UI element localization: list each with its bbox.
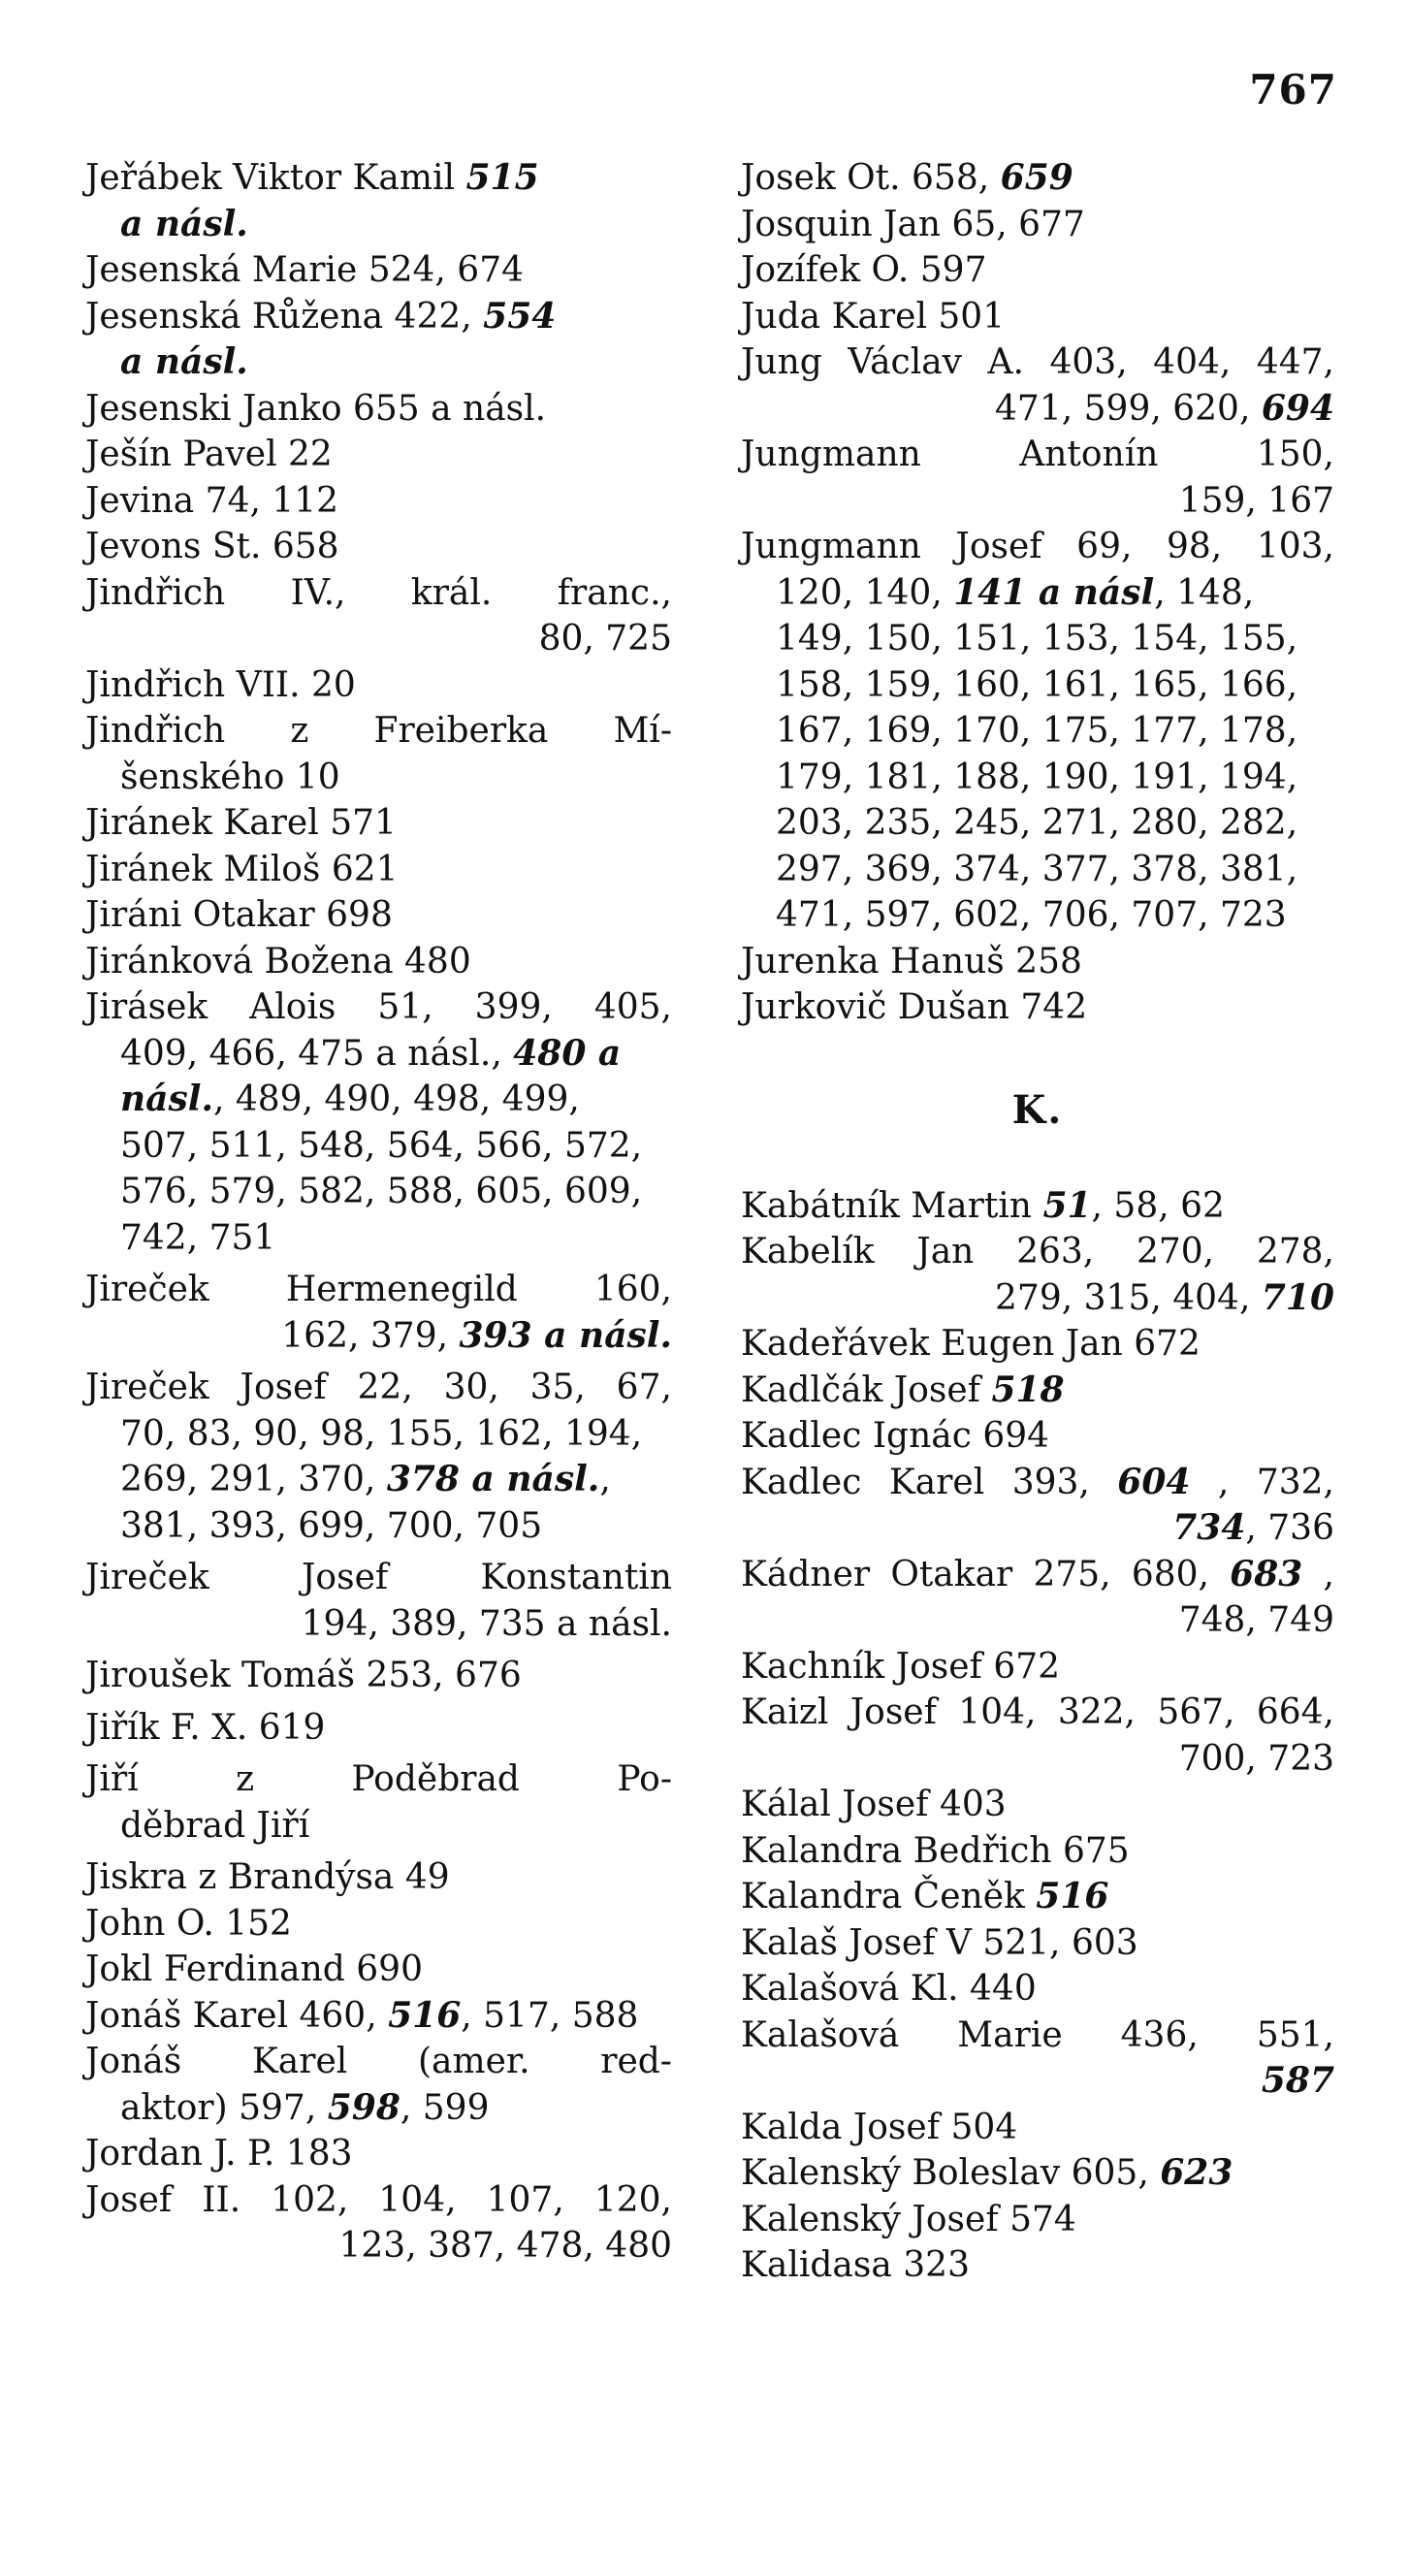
index-entry [85, 1555, 672, 1647]
index-line: Kádner Otakar 275, 680, 683 , [741, 1553, 1334, 1594]
index-line: 120, 140, 141 a násl, 148, [776, 571, 1255, 613]
index-entry [85, 1653, 672, 1699]
index-entry [85, 570, 672, 662]
index-entry [85, 800, 672, 847]
index-line: násl., 489, 490, 498, 499, [120, 1079, 580, 1119]
index-entry [741, 2012, 1334, 2105]
index-line: Kalenský Josef 574 [741, 2199, 1076, 2239]
index-line: Jiří z Poděbrad Po- [85, 1759, 672, 1799]
index-entry [85, 247, 672, 294]
index-line: 167, 169, 170, 175, 177, 178, [776, 711, 1298, 751]
index-entry [741, 1966, 1334, 2012]
index-entry [85, 892, 672, 939]
index-entry [741, 1460, 1334, 1552]
index-entry [85, 662, 672, 709]
index-entry [741, 939, 1334, 985]
page-number: 767 [1249, 66, 1337, 113]
index-line: 297, 369, 374, 377, 378, 381, [776, 849, 1298, 889]
index-entry [741, 155, 1334, 202]
index-entry [85, 155, 672, 247]
index-line: Josek Ot. 658, 659 [741, 157, 1073, 198]
index-line: Jesenská Růžena 422, 554 [85, 295, 557, 337]
index-entry [85, 1267, 672, 1359]
index-line: Kadeřávek Eugen Jan 672 [741, 1324, 1201, 1364]
index-line: Kadlčák Josef 518 [741, 1368, 1065, 1410]
index-entry [85, 2131, 672, 2177]
index-line: Josquin Jan 65, 677 [741, 204, 1085, 244]
index-line: 279, 315, 404, 710 [995, 1276, 1334, 1318]
index-line: 149, 150, 151, 153, 154, 155, [776, 619, 1298, 659]
index-line: Kalašová Kl. 440 [741, 1969, 1037, 2009]
index-entry [85, 708, 672, 800]
index-entry [741, 2242, 1334, 2289]
index-line: 587 [1261, 2060, 1334, 2101]
index-line: Jiráni Otakar 698 [85, 895, 393, 935]
index-line: Jiránková Božena 480 [85, 941, 471, 982]
index-line: Jesenská Marie 524, 674 [85, 250, 525, 290]
index-entry [741, 1368, 1334, 1414]
index-line: Jeřábek Viktor Kamil 515 [85, 157, 539, 198]
index-entry [741, 1920, 1334, 1967]
index-entry [85, 1993, 672, 2040]
index-line: Kalandra Bedřich 675 [741, 1830, 1130, 1871]
index-entry [85, 1705, 672, 1752]
index-line: Jurkovič Dušan 742 [741, 987, 1088, 1027]
index-line: 70, 83, 90, 98, 155, 162, 194, [120, 1413, 643, 1454]
index-entries-k [741, 1183, 1334, 2289]
index-entry [85, 847, 672, 893]
index-entry [741, 1874, 1334, 1920]
index-line: a násl. [120, 341, 248, 382]
index-entry [741, 1413, 1334, 1460]
index-entry [741, 2105, 1334, 2151]
index-line: Jesenski Janko 655 a násl. [85, 388, 547, 429]
index-entry [85, 2177, 672, 2270]
index-line: 471, 597, 602, 706, 707, 723 [776, 895, 1287, 935]
index-entry [85, 939, 672, 985]
index-line: Jungmann Antonín 150, [741, 435, 1334, 474]
index-line: Jiroušek Tomáš 253, 676 [85, 1656, 522, 1695]
index-line: Jiskra z Brandýsa 49 [85, 1857, 450, 1897]
index-line: 194, 389, 735 a násl. [301, 1603, 672, 1644]
index-line: Josef II. 102, 104, 107, 120, [85, 2179, 672, 2220]
index-line: Jung Václav A. 403, 404, 447, [741, 342, 1334, 382]
index-line: 123, 387, 478, 480 [338, 2226, 672, 2266]
index-line: 507, 511, 548, 564, 566, 572, [120, 1125, 643, 1166]
index-entry [85, 2039, 672, 2131]
index-entries-j [741, 155, 1334, 1031]
index-line: John O. 152 [85, 1903, 292, 1944]
index-line: Kalandra Čeněk 516 [741, 1876, 1109, 1916]
index-line: Kálal Josef 403 [741, 1785, 1007, 1824]
index-column-right [741, 155, 1334, 2289]
index-line: Jindřich z Freiberka Mí- [85, 711, 672, 751]
index-line: Jozífek O. 597 [741, 250, 987, 290]
section-heading-k: K. [1011, 1086, 1064, 1133]
index-line: Jiránek Miloš 621 [85, 849, 399, 889]
index-line: 576, 579, 582, 588, 605, 609, [120, 1172, 643, 1211]
index-line: Jirásek Alois 51, 399, 405, [85, 987, 672, 1027]
index-line: 80, 725 [538, 619, 672, 659]
index-line: 700, 723 [1178, 1738, 1334, 1779]
index-entry [741, 1321, 1334, 1368]
index-entry [741, 984, 1334, 1031]
index-line: 409, 466, 475 a násl., 480 a [120, 1032, 622, 1074]
index-line: šenského 10 [120, 757, 340, 797]
index-line: 203, 235, 245, 271, 280, 282, [776, 803, 1298, 843]
index-line: Kalašová Marie 436, 551, [741, 2014, 1334, 2055]
index-line: Jokl Ferdinand 690 [85, 1949, 423, 1989]
index-line: Jireček Hermenegild 160, [85, 1270, 672, 1309]
index-line: Jindřich IV., král. franc., [85, 572, 672, 613]
index-entry [741, 202, 1334, 248]
index-line: Jiřík F. X. 619 [85, 1707, 326, 1748]
index-entry [85, 1854, 672, 1901]
index-entry [85, 984, 672, 1261]
index-column-left [85, 155, 672, 2270]
index-line: Kabátník Martin 51, 58, 62 [741, 1184, 1225, 1226]
index-entry [85, 1365, 672, 1549]
index-entry [741, 1828, 1334, 1875]
index-line: 471, 599, 620, 694 [995, 387, 1334, 429]
index-line: Jonáš Karel 460, 516, 517, 588 [85, 1994, 639, 2036]
index-entry [85, 386, 672, 433]
index-line: Kalaš Josef V 521, 603 [741, 1922, 1138, 1963]
index-entry [85, 1756, 672, 1849]
index-line: Jordan J. P. 183 [85, 2134, 353, 2174]
index-line: 269, 291, 370, 378 a násl., [120, 1459, 611, 1499]
index-line: 159, 167 [1178, 480, 1334, 521]
index-line: Jireček Josef 22, 30, 35, 67, [85, 1368, 672, 1407]
index-entry [85, 1947, 672, 1993]
index-entry [85, 524, 672, 570]
index-line: aktor) 597, 598, 599 [120, 2086, 490, 2128]
index-entry [85, 294, 672, 386]
index-line: Jonáš Karel (amer. red- [85, 2042, 672, 2081]
index-entry [741, 432, 1334, 524]
index-line: 162, 379, 393 a násl. [281, 1314, 672, 1356]
index-entry [85, 432, 672, 478]
index-line: Kaizl Josef 104, 322, 567, 664, [741, 1692, 1334, 1732]
index-entry [741, 1782, 1334, 1828]
index-line: a násl. [120, 203, 248, 244]
index-line: Jindřich VII. 20 [85, 664, 356, 705]
index-entry [85, 478, 672, 525]
index-entry [741, 1644, 1334, 1690]
index-line: 381, 393, 699, 700, 705 [120, 1505, 543, 1546]
index-entry [741, 1183, 1334, 1230]
index-line: Jevons St. 658 [85, 527, 339, 566]
index-entry [85, 1901, 672, 1948]
index-line: Kachník Josef 672 [741, 1646, 1061, 1687]
index-line: Kadlec Ignác 694 [741, 1416, 1050, 1456]
index-line: Kabelík Jan 263, 270, 278, [741, 1232, 1334, 1272]
index-line: Jiránek Karel 571 [85, 803, 397, 843]
index-line: Ješín Pavel 22 [85, 435, 333, 474]
index-line: Juda Karel 501 [741, 296, 1006, 337]
index-entry [741, 1552, 1334, 1644]
index-entry [741, 2197, 1334, 2243]
index-line: Jevina 74, 112 [85, 480, 339, 521]
index-line: Jurenka Hanuš 258 [741, 941, 1082, 982]
index-line: 158, 159, 160, 161, 165, 166, [776, 664, 1298, 705]
index-entry [741, 2150, 1334, 2197]
index-line: Jireček Josef Konstantin [85, 1558, 672, 1597]
index-entry [741, 1690, 1334, 1782]
index-entry [741, 339, 1334, 432]
index-line: 179, 181, 188, 190, 191, 194, [776, 757, 1298, 797]
index-line: 734, 736 [1172, 1507, 1334, 1548]
index-line: Kalda Josef 504 [741, 2107, 1018, 2147]
index-line: Kadlec Karel 393, 604 , 732, [741, 1461, 1334, 1502]
index-line: Jungmann Josef 69, 98, 103, [741, 527, 1334, 566]
index-entry [741, 1229, 1334, 1321]
index-entry [741, 247, 1334, 294]
index-line: Kalenský Boleslav 605, 623 [741, 2152, 1233, 2193]
index-entry [741, 524, 1334, 939]
index-line: děbrad Jiří [120, 1805, 310, 1846]
index-line: Kalidasa 323 [741, 2245, 970, 2285]
index-entry [741, 294, 1334, 340]
index-line: 742, 751 [120, 1217, 276, 1258]
index-line: 748, 749 [1178, 1600, 1334, 1640]
